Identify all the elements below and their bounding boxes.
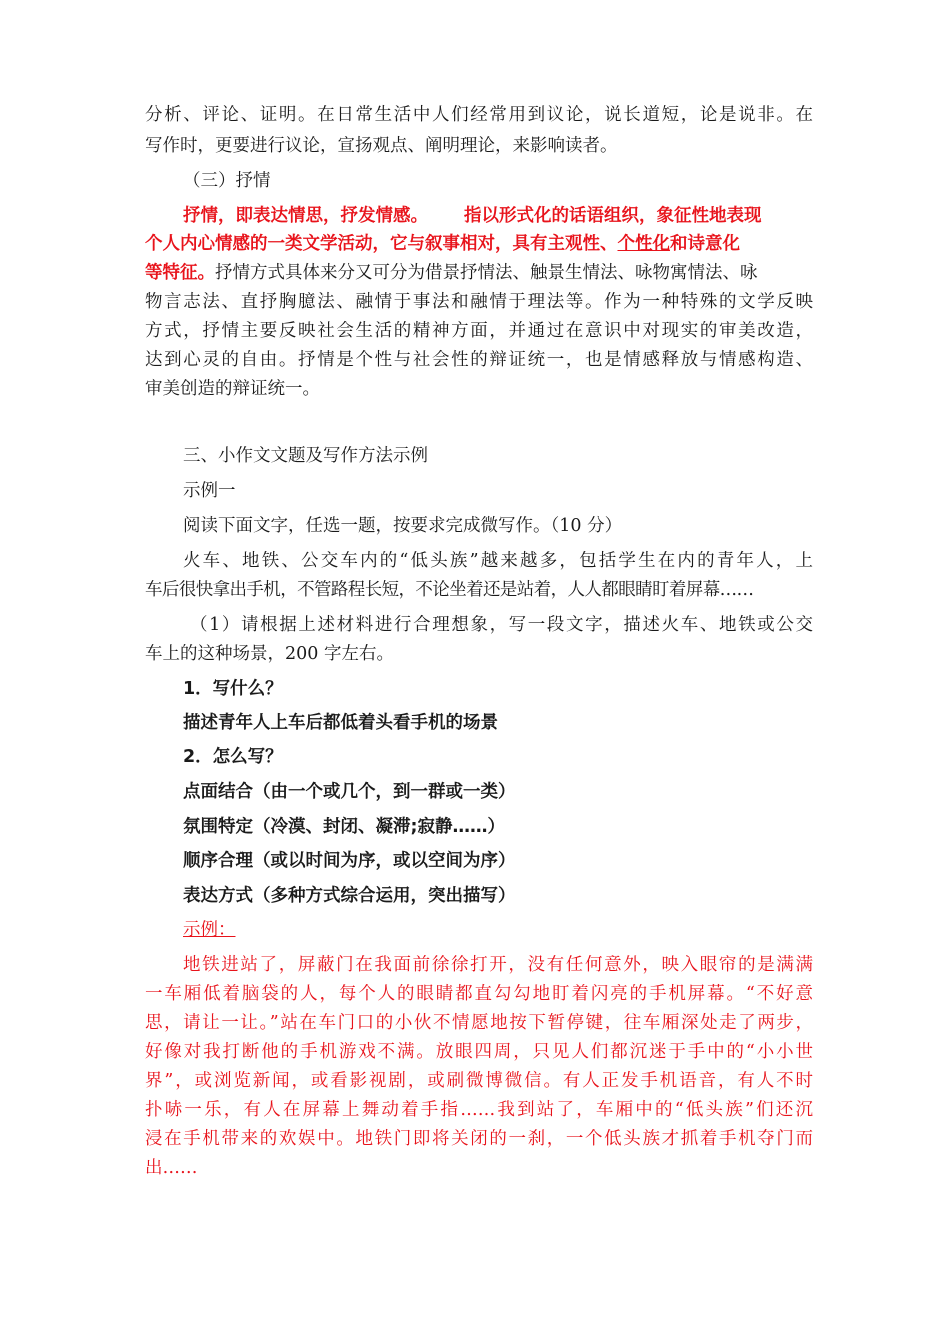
lyric-definition-line bbox=[183, 204, 813, 228]
lyric-paragraph-text: 抒情方式具体来分又可分为借景抒情法、触景生情法、咏物寓情法、咏 bbox=[215, 263, 758, 283]
method-point: 点面结合（由一个或几个，到一群或一类） bbox=[183, 782, 516, 802]
lyric-paragraph-line: 物言志法、直抒胸臆法、融情于事法和融情于理法等。作为一种特殊的文学反映 bbox=[145, 292, 813, 312]
example-title: 示例一 bbox=[183, 481, 236, 501]
lyric-definition-part: 抒情，即表达情思，抒发情感。 bbox=[183, 206, 428, 226]
lyric-paragraph-line bbox=[145, 261, 758, 285]
lyric-definition-part: 和诗意化 bbox=[670, 234, 740, 254]
sample-essay-line: 界”，或浏览新闻，或看影视剧，或刷微博微信。有人正发手机语音，有人不时 bbox=[145, 1071, 813, 1091]
method-point: 表达方式（多种方式综合运用，突出描写） bbox=[183, 886, 516, 906]
question-how: 2．怎么写？ bbox=[183, 747, 283, 767]
lyric-paragraph-line: 审美创造的辩证统一。 bbox=[145, 379, 320, 399]
section-heading: 三、小作文文题及写作方法示例 bbox=[183, 446, 428, 466]
argument-paragraph-line: 分析、评论、证明。在日常生活中人们经常用到议论，说长道短，论是说非。在 bbox=[145, 105, 813, 125]
task-line: （1）请根据上述材料进行合理想象，写一段文字，描述火车、地铁或公交 bbox=[190, 615, 813, 635]
sample-essay-line: 一车厢低着脑袋的人，每个人的眼睛都直勾勾地盯着闪亮的手机屏幕。“不好意 bbox=[145, 984, 813, 1004]
answer-what: 描述青年人上车后都低着头看手机的场景 bbox=[183, 713, 498, 733]
material-line: 火车、地铁、公交车内的“低头族”越来越多，包括学生在内的青年人，上 bbox=[183, 551, 813, 571]
lyric-definition-underlined: 个性化 bbox=[617, 234, 670, 254]
question-what: 1．写什么？ bbox=[183, 679, 283, 699]
lyric-paragraph-line: 达到心灵的自由。抒情是个性与社会性的辩证统一，也是情感释放与情感构造、 bbox=[145, 350, 813, 370]
lyric-definition-part: 等特征。 bbox=[145, 263, 215, 283]
lyric-definition-part: 指以形式化的话语组织，象征性地表现 bbox=[464, 206, 762, 226]
sample-essay-line: 扑哧一乐，有人在屏幕上舞动着手指……我到站了，车厢中的“低头族”们还沉 bbox=[145, 1100, 813, 1120]
lyric-definition-part: 个人内心情感的一类文学活动，它与叙事相对，具有主观性、 bbox=[145, 234, 618, 254]
instruction-text: 阅读下面文字，任选一题，按要求完成微写作。（10 分） bbox=[183, 516, 623, 536]
sample-essay-line: 出…… bbox=[145, 1158, 198, 1178]
sample-label: 示例： bbox=[183, 920, 236, 940]
lyric-heading: （三）抒情 bbox=[183, 171, 271, 191]
lyric-definition-line bbox=[145, 232, 740, 256]
sample-essay-line: 浸在手机带来的欢娱中。地铁门即将关闭的一刹，一个低头族才抓着手机夺门而 bbox=[145, 1129, 813, 1149]
sample-essay-line: 地铁进站了，屏蔽门在我面前徐徐打开，没有任何意外，映入眼帘的是满满 bbox=[183, 955, 813, 975]
argument-paragraph-line: 写作时，更要进行议论，宣扬观点、阐明理论，来影响读者。 bbox=[145, 136, 618, 156]
sample-essay-line: 好像对我打断他的手机游戏不满。放眼四周，只见人们都沉迷于手中的“小小世 bbox=[145, 1042, 813, 1062]
task-line: 车上的这种场景，200 字左右。 bbox=[145, 644, 394, 664]
method-point: 氛围特定（冷漠、封闭、凝滞;寂静……） bbox=[183, 817, 505, 837]
method-point: 顺序合理（或以时间为序，或以空间为序） bbox=[183, 851, 516, 871]
material-line: 车后很快拿出手机，不管路程长短，不论坐着还是站着，人人都眼睛盯着屏幕…… bbox=[145, 580, 754, 600]
sample-essay-line: 思，请让一让。”站在车门口的小伙不情愿地按下暂停键，往车厢深处走了两步， bbox=[145, 1013, 813, 1033]
lyric-paragraph-line: 方式，抒情主要反映社会生活的精神方面，并通过在意识中对现实的审美改造， bbox=[145, 321, 813, 341]
